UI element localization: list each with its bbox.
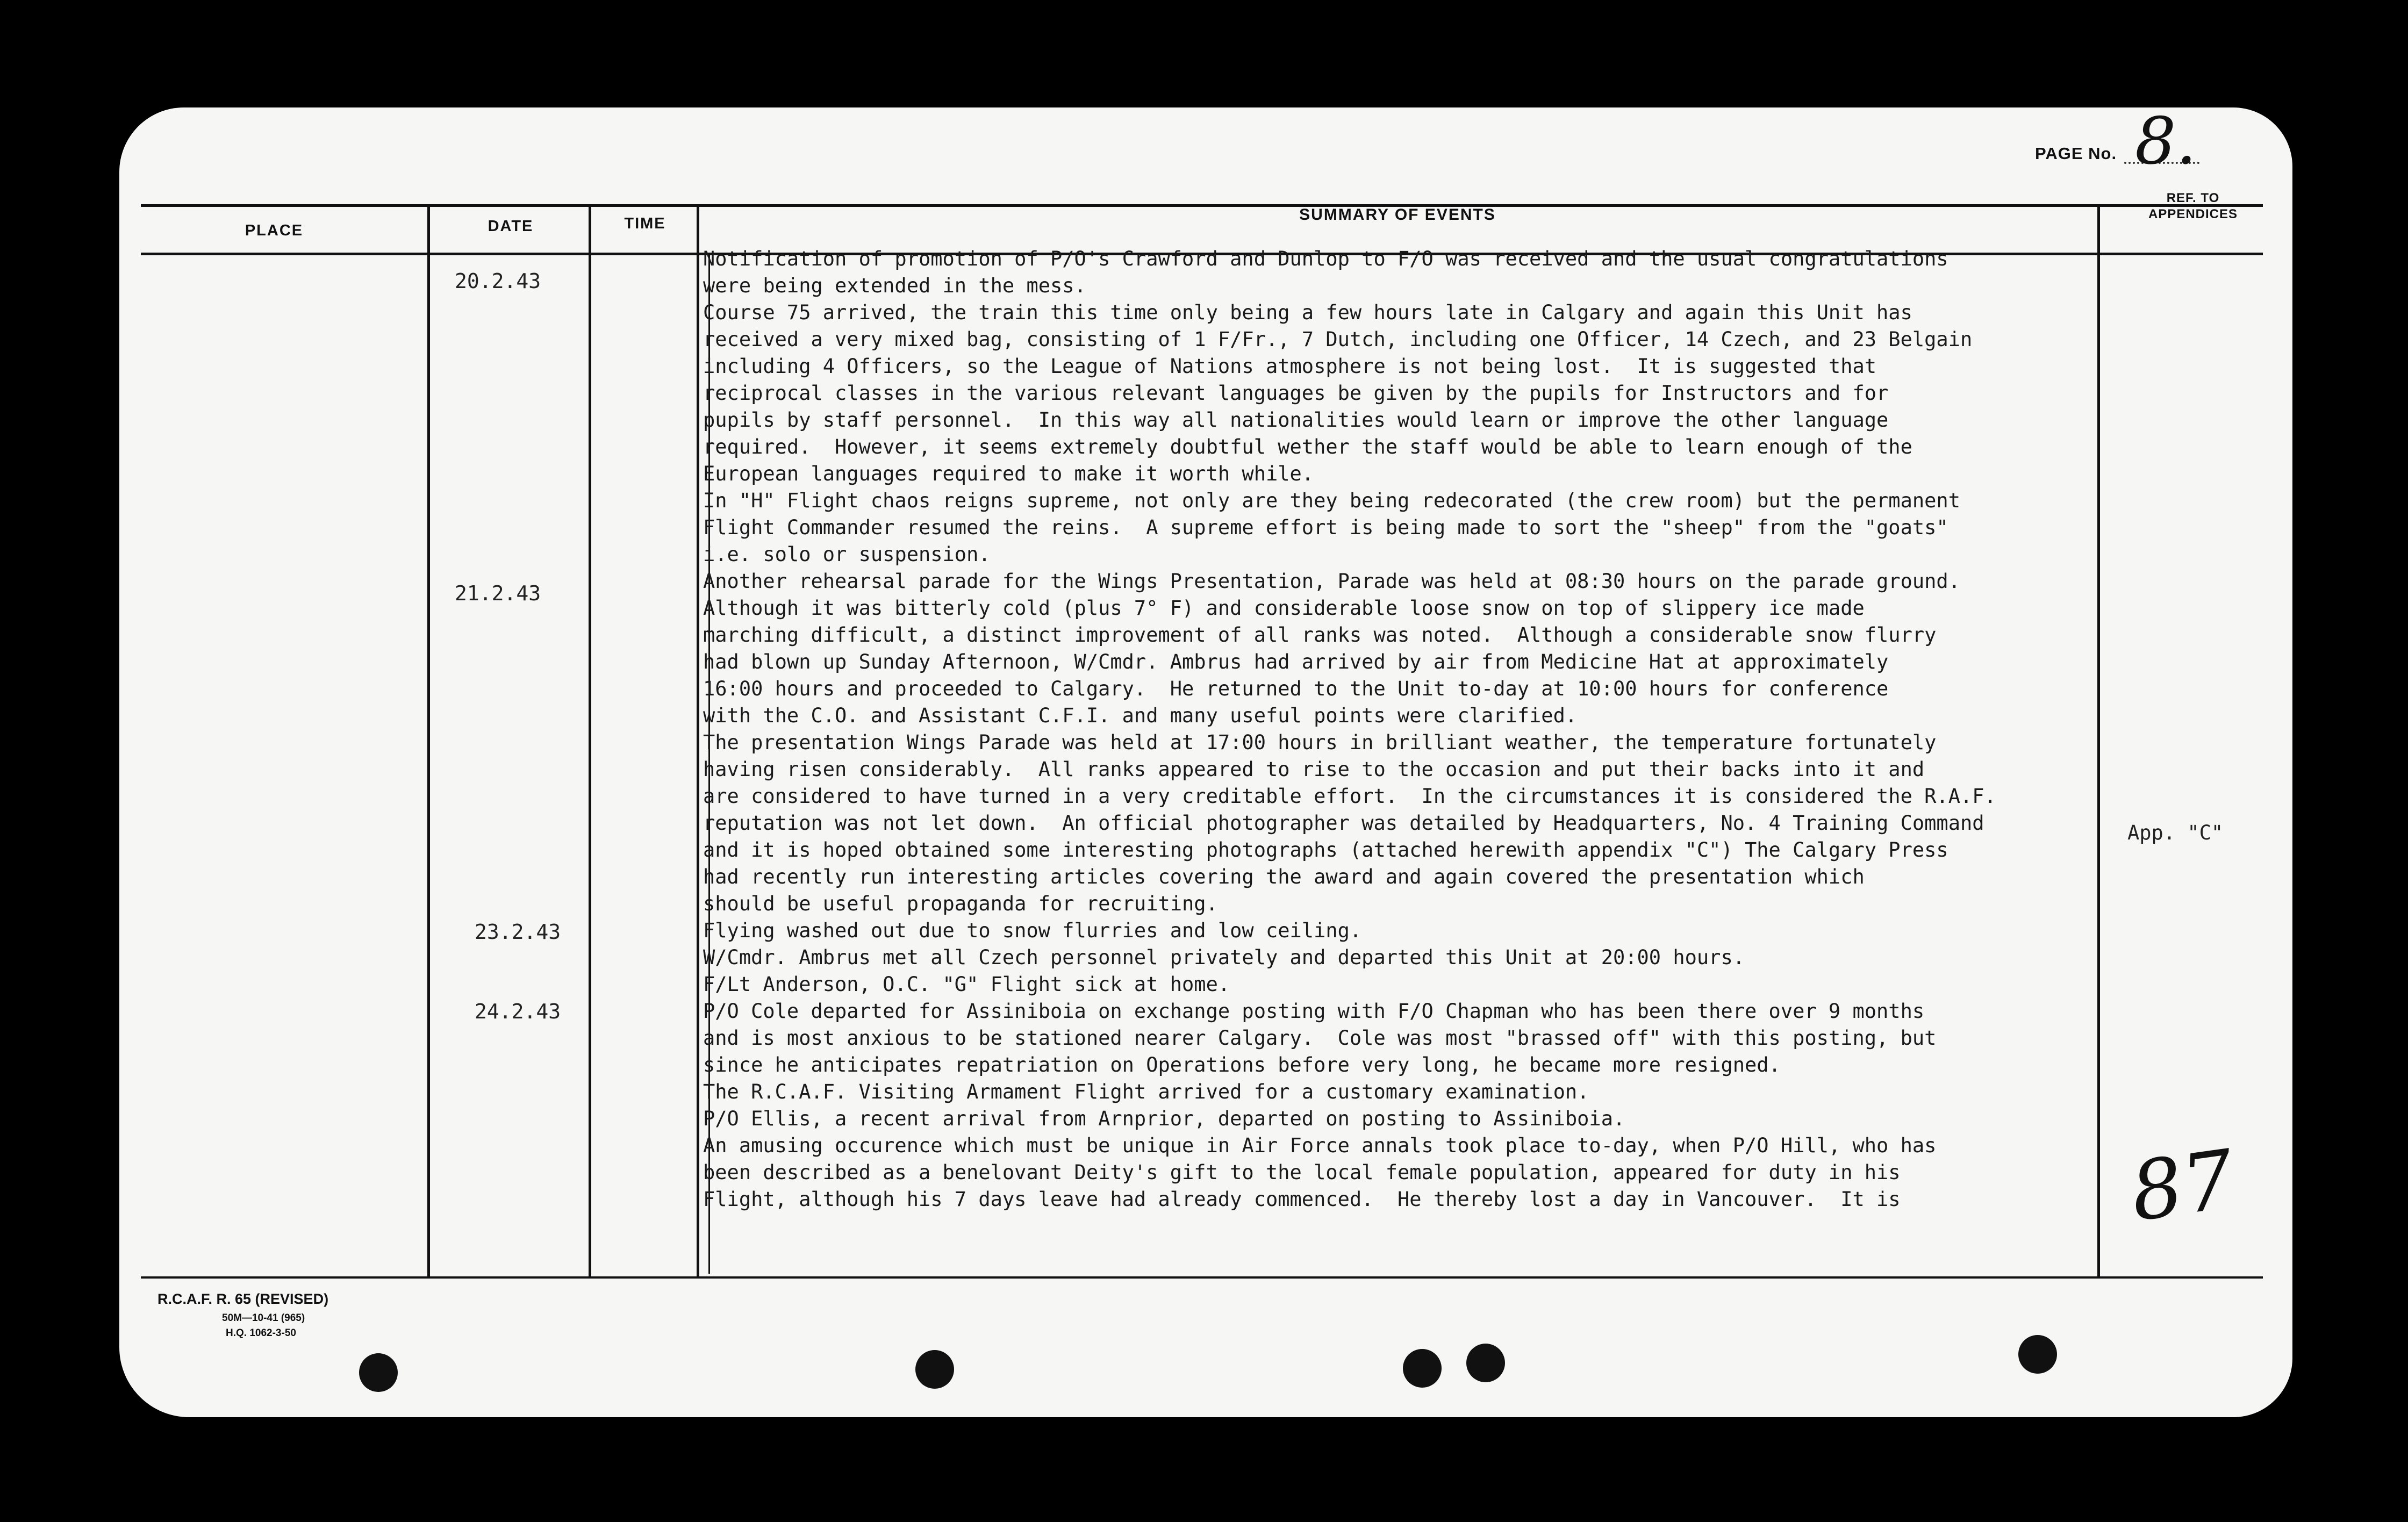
summary-line: were being extended in the mess. [703, 274, 1086, 297]
summary-line: P/O Ellis, a recent arrival from Arnprior, departed on posting to Assiniboia. [703, 1107, 1625, 1130]
summary-line: are considered to have turned in a very creditable effort. In the circumstances it is considered the R.A.F. [703, 785, 1996, 808]
summary-line: and is most anxious to be stationed nearer Calgary. Cole was most "brassed off" with this posting, but [703, 1026, 1937, 1050]
page-number-value: 8. [2135, 104, 2197, 179]
summary-line: having risen considerably. All ranks appeared to rise to the occasion and put their backs into it and [703, 758, 1925, 781]
punch-hole [915, 1350, 954, 1389]
punch-hole [1403, 1349, 1442, 1388]
form-number: R.C.A.F. R. 65 (REVISED) [157, 1291, 329, 1307]
summary-line: In "H" Flight chaos reigns supreme, not only are they being redecorated (the crew room) but the permanent [703, 489, 1960, 512]
summary-line: European languages required to make it worth while. [703, 462, 1314, 485]
summary-line: marching difficult, a distinct improvement of all ranks was noted. Although a considerable snow flurry [703, 623, 1937, 647]
summary-line: reputation was not let down. An official photographer was detailed by Headquarters, No. 4 Training Command [703, 812, 1984, 835]
summary-line: been described as a benelovant Deity's gift to the local female population, appeared for duty in his [703, 1161, 1901, 1184]
header-top-rule [141, 204, 2263, 207]
summary-line: P/O Cole departed for Assiniboia on exchange posting with F/O Chapman who has been there over 9 months [703, 1000, 1925, 1023]
entry-date: 23.2.43 [475, 920, 561, 944]
entry-date: 24.2.43 [475, 1000, 561, 1023]
punch-hole [2018, 1335, 2057, 1374]
punch-hole [359, 1353, 398, 1392]
summary-line: received a very mixed bag, consisting of 1 F/Fr., 7 Dutch, including one Officer, 14 Czech, and 23 Belgain [703, 328, 1973, 351]
punch-hole [1466, 1344, 1505, 1382]
summary-line: 16:00 hours and proceeded to Calgary. He returned to the Unit to-day at 10:00 hours for conference [703, 677, 1889, 700]
summary-line: Although it was bitterly cold (plus 7° F) and considerable loose snow on top of slippery ice made [703, 597, 1865, 620]
form-hq-ref: H.Q. 1062-3-50 [226, 1327, 296, 1339]
summary-line: Flight, although his 7 days leave had already commenced. He thereby lost a day in Vancouver. It is [703, 1188, 1901, 1211]
summary-line: The R.C.A.F. Visiting Armament Flight arrived for a customary examination. [703, 1080, 1589, 1103]
summary-line: W/Cmdr. Ambrus met all Czech personnel privately and departed this Unit at 20:00 hours. [703, 946, 1745, 969]
summary-line: F/Lt Anderson, O.C. "G" Flight sick at home. [703, 973, 1230, 996]
summary-line: i.e. solo or suspension. [703, 543, 991, 566]
date-time-divider [589, 204, 591, 1276]
summary-line: required. However, it seems extremely doubtful wether the staff would be able to learn enough of the [703, 435, 1912, 458]
header-time: TIME [624, 215, 666, 232]
entry-date: 21.2.43 [455, 581, 541, 605]
header-ref-line1: REF. TO [2166, 191, 2220, 205]
appendix-reference: App. "C" [2127, 821, 2224, 844]
handwritten-mark: 87 [2125, 1132, 2240, 1240]
summary-line: and it is hoped obtained some interesting photographs (attached herewith appendix "C") The Calgary Press [703, 838, 1948, 861]
summary-line: An amusing occurence which must be unique in Air Force annals took place to-day, when P/O Hill, who has [703, 1134, 1937, 1157]
summary-ref-divider [2097, 204, 2100, 1276]
summary-line: pupils by staff personnel. In this way all nationalities would learn or improve the other language [703, 408, 1889, 432]
form-print-run: 50M—10-41 (965) [222, 1312, 305, 1324]
summary-line: had recently run interesting articles covering the award and again covered the presentation which [703, 865, 1865, 888]
summary-line: Course 75 arrived, the train this time only being a few hours late in Calgary and again this Unit has [703, 301, 1912, 324]
summary-line: with the C.O. and Assistant C.F.I. and many useful points were clarified. [703, 704, 1578, 727]
summary-line: including 4 Officers, so the League of Nations atmosphere is not being lost. It is suggested that [703, 355, 1877, 378]
summary-line: had blown up Sunday Afternoon, W/Cmdr. Ambrus had arrived by air from Medicine Hat at approximately [703, 650, 1889, 673]
summary-line: should be useful propaganda for recruiting. [703, 892, 1218, 915]
summary-line: Another rehearsal parade for the Wings Presentation, Parade was held at 08:30 hours on the parade ground. [703, 570, 1960, 593]
summary-line: Notification of promotion of P/O's Crawford and Dunlop to F/O was received and the usual congratulations [703, 247, 1948, 270]
time-summary-divider [697, 204, 699, 1276]
entry-date: 20.2.43 [455, 269, 541, 293]
summary-line: reciprocal classes in the various relevant languages be given by the pupils for Instructors and for [703, 382, 1889, 405]
header-summary: SUMMARY OF EVENTS [1299, 206, 1496, 224]
header-date: DATE [488, 218, 534, 235]
page-number-label: PAGE No. [2035, 144, 2117, 163]
summary-line: Flying washed out due to snow flurries and low ceiling. [703, 919, 1362, 942]
header-ref-line2: APPENDICES [2148, 207, 2238, 221]
summary-line: The presentation Wings Parade was held at 17:00 hours in brilliant weather, the temperature fortunately [703, 731, 1937, 754]
place-date-divider [427, 204, 430, 1276]
summary-line: Flight Commander resumed the reins. A supreme effort is being made to sort the "sheep" from the "goats" [703, 516, 1948, 539]
header-place: PLACE [245, 222, 304, 239]
table-bottom-rule [141, 1276, 2263, 1279]
summary-line: since he anticipates repatriation on Operations before very long, he became more resigned. [703, 1053, 1781, 1076]
